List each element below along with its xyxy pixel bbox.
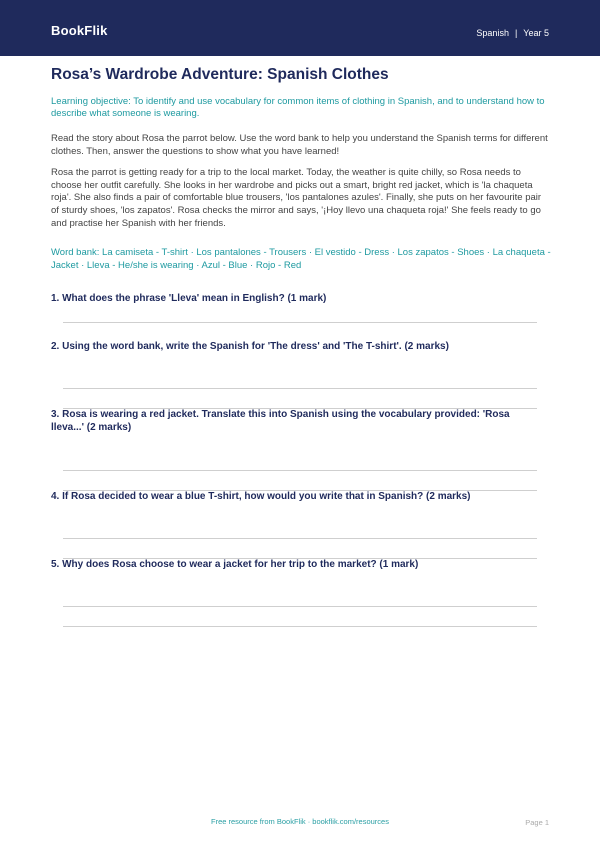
word-bank: Word bank: La camiseta - T-shirt · Los pantalones - Trousers · El vestido - Dress · Los zapatos - Shoes · La chaqueta - Jacket · Lleva - He/she is wearing · Azul - Blue · Rojo - Red [51,247,551,271]
answer-line[interactable] [63,388,537,389]
subject-label: Spanish [476,28,509,38]
question-2: 2. Using the word bank, write the Spanish for 'The dress' and 'The T-shirt'. (2 marks) [51,341,449,352]
learning-objective: Learning objective: To identify and use vocabulary for common items of clothing in Spanish, and to understand how to describe what someone is wearing. [51,96,545,119]
year-label: Year 5 [523,28,549,38]
question-4: 4. If Rosa decided to wear a blue T-shirt, how would you write that in Spanish? (2 marks) [51,491,471,502]
intro-paragraph: Read the story about Rosa the parrot below. Use the word bank to help you understand the Spanish terms for different clothes. Then, answer the questions to show what you have learned! [51,133,548,157]
question-3: 3. Rosa is wearing a red jacket. Translate this into Spanish using the vocabulary provided: 'Rosa lleva...' (2 marks) [51,409,510,433]
worksheet-title: Rosa’s Wardrobe Adventure: Spanish Clothes [51,66,389,83]
story-paragraph: Rosa the parrot is getting ready for a trip to the local market. Today, the weather is quite chilly, so Rosa needs to choose her outfit carefully. She looks in her wardrobe and picks out a smart, bright red jacket, which is 'la chaqueta roja'. She also finds a pair of comfortable blue trousers, 'los pantalones azules'. Finally, she puts on her favourite pair of sturdy shoes, 'los zapatos'. Rosa checks the mirror and says, '¡Hoy llevo una chaqueta roja!' She feels ready to go and practise her Spanish with her friends. [51,167,542,229]
page-number: Page 1 [525,818,549,827]
question-1: 1. What does the phrase 'Lleva' mean in English? (1 mark) [51,293,327,304]
header-meta [476,28,549,38]
footer-link[interactable]: Free resource from BookFlik · bookflik.com/resources [211,817,389,826]
brand-logo: BookFlik [51,23,108,38]
answer-line[interactable] [63,606,537,607]
answer-line[interactable] [63,626,537,627]
page-header [0,0,600,56]
header-separator: | [514,28,518,38]
question-5: 5. Why does Rosa choose to wear a jacket for her trip to the market? (1 mark) [51,559,419,570]
answer-line[interactable] [63,322,537,323]
answer-line[interactable] [63,538,537,539]
answer-line[interactable] [63,470,537,471]
